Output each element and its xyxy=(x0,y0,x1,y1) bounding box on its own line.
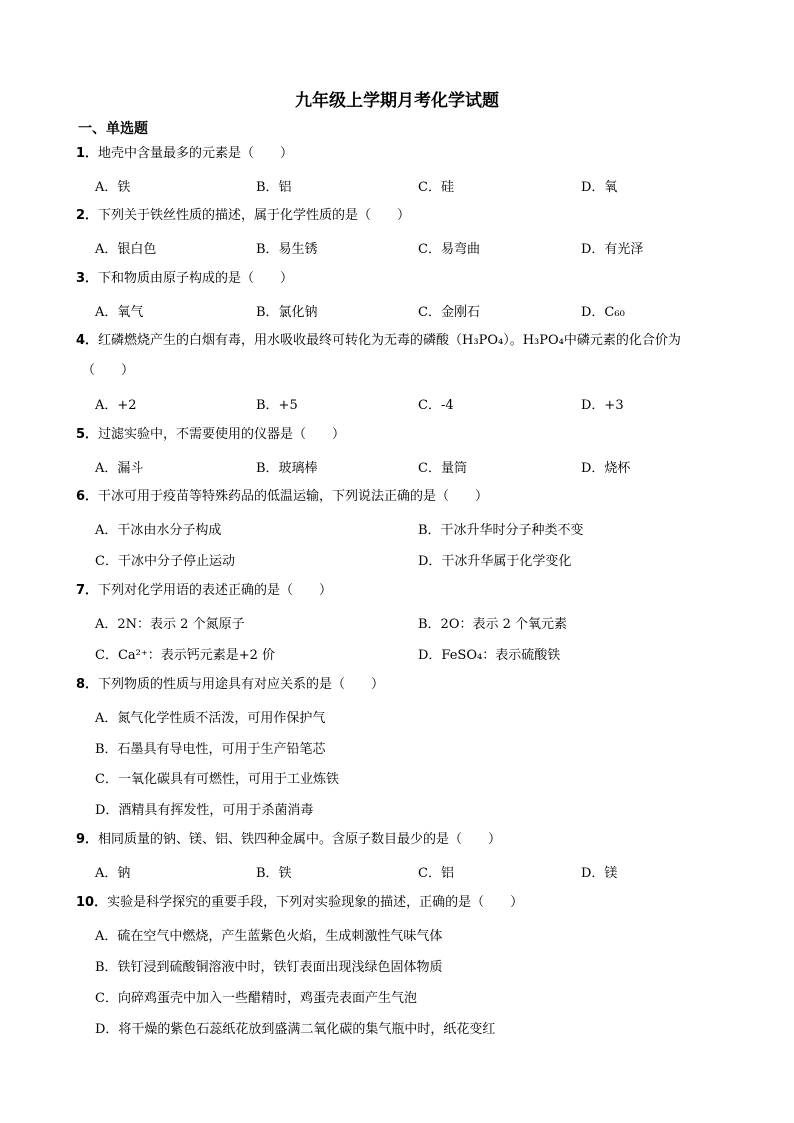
option-d: D．氧 xyxy=(581,180,618,195)
option-c: C．Ca²⁺：表示钙元素是+2 价 xyxy=(95,648,276,663)
question-number: 8． xyxy=(76,677,99,692)
question-number: 6． xyxy=(76,489,99,504)
question-text: 下列物质的性质与用途具有对应关系的是（ ） xyxy=(98,677,385,692)
option-c: C．量筒 xyxy=(418,461,467,476)
question-text: 下列关于铁丝性质的描述，属于化学性质的是（ ） xyxy=(98,208,411,223)
option-a: A．氧气 xyxy=(95,305,144,320)
option-d: D．+3 xyxy=(581,398,624,413)
option-b: B．石墨具有导电性，可用于生产铅笔芯 xyxy=(95,742,326,757)
option-a: A．氮气化学性质不活泼，可用作保护气 xyxy=(95,711,326,726)
option-b: B．+5 xyxy=(256,398,298,413)
option-b: B．玻璃棒 xyxy=(256,461,318,476)
option-b: B．铁钉浸到硫酸铜溶液中时，铁钉表面出现浅绿色固体物质 xyxy=(95,960,443,975)
option-b: B．氯化钠 xyxy=(256,305,318,320)
question-number: 9． xyxy=(76,832,99,847)
question-text: 相同质量的钠、镁、铝、铁四种金属中。含原子数目最少的是（ ） xyxy=(98,832,502,847)
question-text: 地壳中含量最多的元素是（ ） xyxy=(98,146,294,161)
question-3 xyxy=(76,268,756,290)
option-c: C．一氧化碳具有可燃性，可用于工业炼铁 xyxy=(95,772,339,787)
question-number: 10． xyxy=(76,895,108,910)
option-d: D．FeSO₄：表示硫酸铁 xyxy=(418,648,561,663)
option-d: D．干冰升华属于化学变化 xyxy=(418,554,572,569)
option-c: C．向碎鸡蛋壳中加入一些醋精时，鸡蛋壳表面产生气泡 xyxy=(95,991,417,1006)
option-b: B．易生锈 xyxy=(256,242,318,257)
option-a: A．银白色 xyxy=(95,242,157,257)
question-text: 实验是科学探究的重要手段，下列对实验现象的描述，正确的是（ ） xyxy=(107,895,524,910)
question-text: 过滤实验中，不需要使用的仪器是（ ） xyxy=(98,427,346,442)
question-number: 4． xyxy=(76,333,99,348)
option-b: B．铝 xyxy=(256,180,292,195)
question-1 xyxy=(76,143,756,165)
option-a: A．干冰由水分子构成 xyxy=(95,523,222,538)
question-5 xyxy=(76,424,756,446)
option-a: A．铁 xyxy=(95,180,131,195)
question-text: 下列对化学用语的表述正确的是（ ） xyxy=(98,583,333,598)
section-heading: 一、单选题 xyxy=(78,121,148,137)
question-number: 3． xyxy=(76,271,99,286)
question-text: 下和物质由原子构成的是（ ） xyxy=(98,271,294,286)
option-c: C．易弯曲 xyxy=(418,242,480,257)
option-a: A．钠 xyxy=(95,866,131,881)
option-a: A．硫在空气中燃烧，产生蓝紫色火焰，生成刺激性气味气体 xyxy=(95,929,443,944)
option-b: B．2O：表示 2 个氧元素 xyxy=(418,617,568,632)
option-d: D．镁 xyxy=(581,866,618,881)
option-b: B．干冰升华时分子种类不变 xyxy=(418,523,584,538)
option-d: D．有光泽 xyxy=(581,242,644,257)
question-6 xyxy=(76,486,756,508)
question-10 xyxy=(76,892,756,914)
question-4 xyxy=(76,330,756,352)
question-text: 红磷燃烧产生的白烟有毒，用水吸收最终可转化为无毒的磷酸（H₃PO₄）。H₃PO₄中磷元素的化合价为 xyxy=(98,333,681,348)
option-c: C．-4 xyxy=(418,398,454,413)
option-d: D．将干燥的紫色石蕊纸花放到盛满二氧化碳的集气瓶中时，纸花变红 xyxy=(95,1022,496,1037)
question-2 xyxy=(76,205,756,227)
question-number: 7． xyxy=(76,583,99,598)
question-text: 干冰可用于疫苗等特殊药品的低温运输，下列说法正确的是（ ） xyxy=(98,489,489,504)
question-9 xyxy=(76,829,756,851)
option-c: C．干冰中分子停止运动 xyxy=(95,554,235,569)
option-d: D．C₆₀ xyxy=(581,305,625,320)
option-a: A．漏斗 xyxy=(95,461,144,476)
question-7 xyxy=(76,580,756,602)
question-number: 2． xyxy=(76,208,99,223)
option-d: D．烧杯 xyxy=(581,461,631,476)
option-c: C．铝 xyxy=(418,866,454,881)
option-c: C．硅 xyxy=(418,180,454,195)
option-b: B．铁 xyxy=(256,866,292,881)
option-c: C．金刚石 xyxy=(418,305,480,320)
question-8 xyxy=(76,674,756,696)
option-a: A．2N：表示 2 个氮原子 xyxy=(95,617,245,632)
option-d: D．酒精具有挥发性，可用于杀菌消毒 xyxy=(95,803,314,818)
option-a: A．+2 xyxy=(95,398,137,413)
page-title: 九年级上学期月考化学试题 xyxy=(295,91,499,111)
question-number: 1． xyxy=(76,146,99,161)
question-number: 5． xyxy=(76,427,99,442)
question-4-answer-blank: （ ） xyxy=(82,363,135,378)
